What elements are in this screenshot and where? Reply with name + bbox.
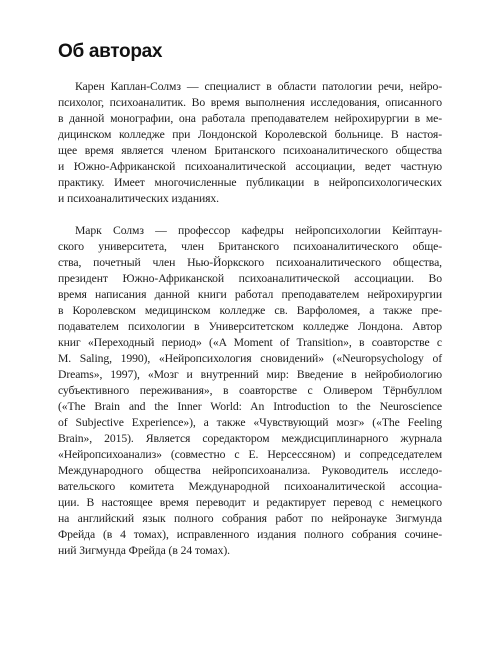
text-line: дицинском колледже при Лондонской Королевской больнице. В настоя- <box>58 128 442 141</box>
paragraph-solms <box>58 223 442 559</box>
paragraph-kaplan-solms <box>58 79 442 207</box>
text-line: и Южно-Африканской психоаналитической ассоциации, ведет частную <box>58 160 442 173</box>
text-line: и психоаналитических изданиях. <box>58 192 219 205</box>
section-heading: Об авторах <box>58 41 163 62</box>
text-line: книг «Переходный период» («A Moment of Transition», в соавторстве с <box>58 336 442 349</box>
text-line: в данной монографии, она работала преподавателем нейрохирургии в ме- <box>58 112 442 125</box>
text-line: щее время является членом Британского психоаналитического общества <box>58 144 442 157</box>
text-line: ского университета, член Британского психоаналитического обще- <box>58 240 442 253</box>
text-line: Фрейда (в 4 томах), исправленного издания полного собрания сочине- <box>58 528 442 541</box>
text-line: президент Южно-Африканской психоаналитической ассоциации. Во <box>58 272 442 285</box>
text-line: («The Brain and the Inner World: An Introduction to the Neuroscience <box>58 400 442 413</box>
text-line: психолог, психоаналитик. Во время выполнения исследования, описанного <box>58 96 442 109</box>
text-line: of Subjective Experience»), а также «Чувствующий мозг» («The Feeling <box>58 416 442 429</box>
text-line: ний Зигмунда Фрейда (в 24 томах). <box>58 544 230 557</box>
text-line: в Королевском медицинском колледже св. Варфоломея, а также пре- <box>58 304 442 317</box>
text-line: ции. В настоящее время переводит и редактирует перевод с немецкого <box>58 496 442 509</box>
text-line: Dreams», 1997), «Мозг и внутренний мир: Введение в нейробиологию <box>58 368 442 381</box>
text-line: Карен Каплан-Солмз — специалист в области патологии речи, нейро- <box>75 80 442 93</box>
text-line: вательского комитета Международной психоаналитической ассоциа- <box>58 480 442 493</box>
text-line: подавателем психологии в Университетском колледже Лондона. Автор <box>58 320 442 333</box>
text-line: Марк Солмз — профессор кафедры нейропсихологии Кейптаун- <box>75 224 442 237</box>
text-line: ства, почетный член Нью-Йоркского психоаналитического общества, <box>58 256 442 269</box>
text-line: Brain», 2015). Является соредактором междисциплинарного журнала <box>58 432 442 445</box>
text-line: «Нейропсихоанализ» (совместно с Е. Нерсессяном) и сопредседателем <box>58 448 442 461</box>
text-line: время написания данной книги работал преподавателем нейрохирургии <box>58 288 442 301</box>
text-line: субъективного переживания», в соавторстве с Оливером Тёрнбуллом <box>58 384 442 397</box>
text-line: на английский язык полного собрания работ по нейронауке Зигмунда <box>58 512 442 525</box>
text-line: практику. Имеет многочисленные публикации в нейропсихологических <box>58 176 442 189</box>
text-line: M. Saling, 1990), «Нейропсихология сновидений» («Neuropsychology of <box>58 352 442 365</box>
text-line: Международного общества нейропсихоанализа. Руководитель исследо- <box>58 464 442 477</box>
